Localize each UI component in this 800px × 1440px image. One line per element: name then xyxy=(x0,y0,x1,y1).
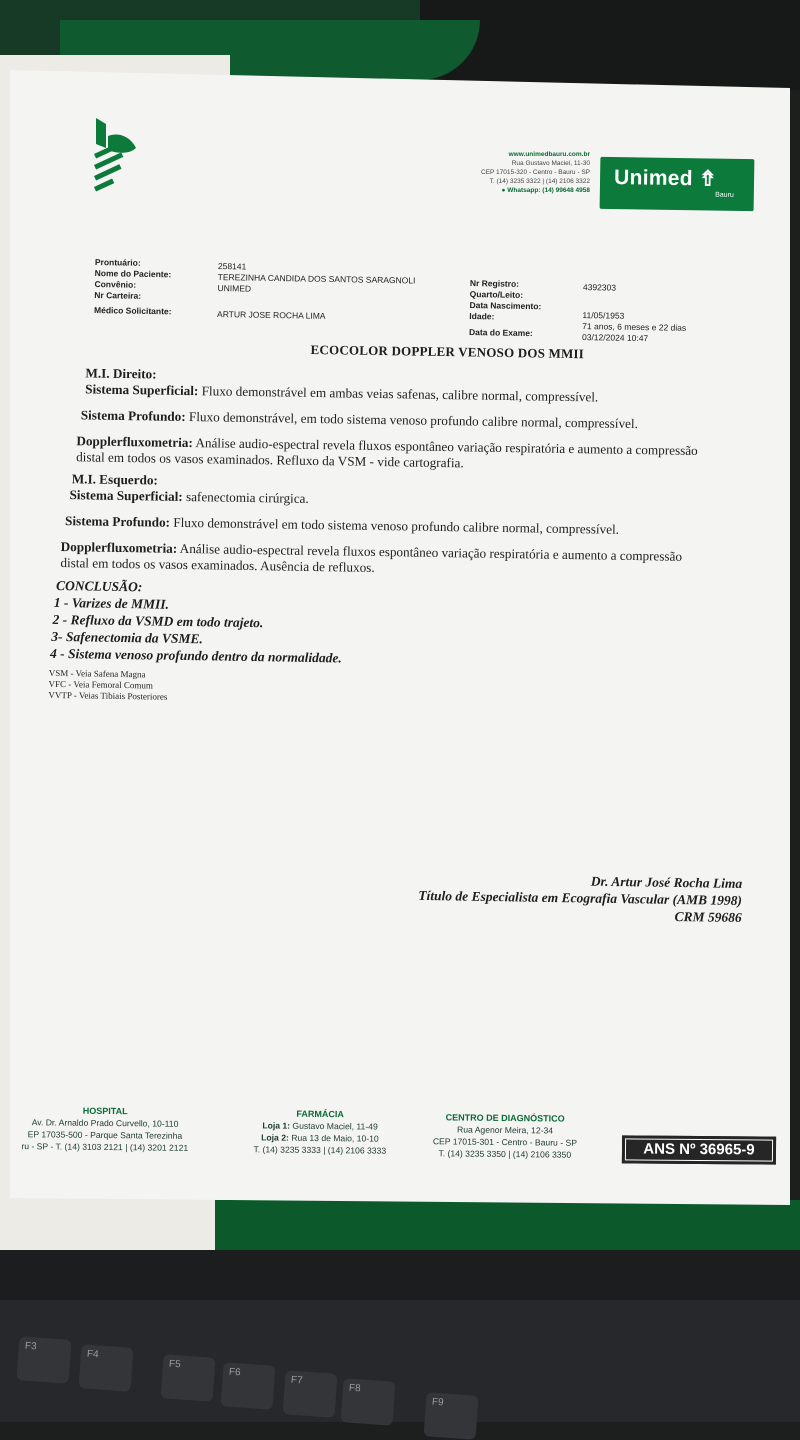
key-f3: F3 xyxy=(17,1336,72,1384)
right-profundo: Sistema Profundo: Fluxo demonstrável, em todo sistema venoso profundo calibre normal, compressível. xyxy=(80,407,639,432)
report-title: ECOCOLOR DOPPLER VENOSO DOS MMII xyxy=(310,341,585,362)
farmacia-phone: T. (14) 3235 3333 | (14) 2106 3333 xyxy=(253,1144,387,1156)
label-registro: Nr Registro: xyxy=(469,278,520,289)
left-doppler: Dopplerfluxometria: Análise audio-espectral revela fluxos espontâneo variação respiratória e aumento a compressão distal em todos os vasos examinados. Ausência de refluxos. xyxy=(60,539,683,575)
hospital-phone: ru - SP - T. (14) 3103 2121 | (14) 3201 2121 xyxy=(21,1141,189,1153)
abbreviation-item: VVTP - Veias Tibiais Posteriores xyxy=(48,689,168,702)
doctor-crm: CRM 59686 xyxy=(674,908,742,925)
conclusion-item: 2 - Refluxo da VSMD em todo trajeto. xyxy=(52,611,264,631)
label-convenio: Convênio: xyxy=(94,278,137,290)
key-f4: F4 xyxy=(79,1344,134,1392)
abbreviation-item: VFC - Veia Femoral Comum xyxy=(48,678,153,691)
label-medico: Médico Solicitante: xyxy=(93,304,172,317)
report-body xyxy=(48,338,715,711)
website-text: www.unimedbauru.com.br xyxy=(508,151,590,158)
hospital-address: Av. Dr. Arnaldo Prado Curvello, 10-110 xyxy=(31,1117,179,1129)
green-folder-bottom xyxy=(215,1200,800,1252)
key-f8: F8 xyxy=(341,1378,396,1426)
footer-farmacia xyxy=(225,1107,415,1157)
exam-values xyxy=(582,282,723,345)
diagnostico-phone: T. (14) 3235 3350 | (14) 2106 3350 xyxy=(438,1148,572,1160)
key-f6: F6 xyxy=(221,1362,276,1410)
brand-city: Bauru xyxy=(715,191,734,199)
doctor-title: Título de Especialista em Ecografia Vascular (AMB 1998) xyxy=(418,887,743,908)
left-leg-heading: M.I. Esquerdo: xyxy=(71,471,158,488)
diagnostico-heading: CENTRO DE DIAGNÓSTICO xyxy=(445,1112,565,1124)
farmacia-heading: FARMÁCIA xyxy=(296,1108,344,1120)
right-leg-heading: M.I. Direito: xyxy=(85,365,157,382)
value-prontuario: 258141 xyxy=(217,261,247,272)
brand-name: Unimed ⇮ xyxy=(613,166,718,191)
whatsapp-icon: ● xyxy=(501,187,508,194)
label-exame: Data do Exame: xyxy=(468,326,533,339)
unimed-leaf-logo-icon xyxy=(92,118,140,200)
value-idade: 71 anos, 6 meses e 22 dias xyxy=(582,320,687,333)
abbreviation-item: VSM - Veia Safena Magna xyxy=(48,667,146,680)
left-profundo: Sistema Profundo: Fluxo demonstrável em todo sistema venoso profundo calibre normal, compressível. xyxy=(65,513,620,537)
whatsapp-text: Whatsapp: (14) 99648 4958 xyxy=(507,187,590,194)
cep-text: CEP 17015-320 - Centro - Bauru - SP xyxy=(481,169,590,176)
unimed-symbol-icon: ⇮ xyxy=(698,167,718,191)
label-carteira: Nr Carteira: xyxy=(94,289,142,301)
diagnostico-cep: CEP 17015-301 - Centro - Bauru - SP xyxy=(432,1136,578,1148)
doctor-name: Dr. Artur José Rocha Lima xyxy=(590,873,743,892)
signature-block xyxy=(360,869,743,926)
conclusion-heading: CONCLUSÃO: xyxy=(55,577,143,595)
conclusion-item: 3- Safenectomia da VSME. xyxy=(51,628,203,647)
value-registro: 4392303 xyxy=(582,282,617,293)
hospital-cep: EP 17035-500 - Parque Santa Terezinha xyxy=(27,1129,183,1141)
right-superficial: Sistema Superficial: Fluxo demonstrável em ambas veias safenas, calibre normal, compressível. xyxy=(85,381,599,405)
value-nome: TEREZINHA CANDIDA DOS SANTOS SARAGNOLI xyxy=(217,271,416,286)
label-nome: Nome do Paciente: xyxy=(94,267,172,280)
value-convenio: UNIMED xyxy=(217,282,252,294)
farmacia-loja1: Loja 1: Gustavo Maciel, 11-49 xyxy=(262,1120,378,1132)
keyboard xyxy=(0,1300,800,1422)
patient-values xyxy=(217,261,458,324)
right-doppler: Dopplerfluxometria: Análise audio-espectral revela fluxos espontâneo variação respiratória e aumento a compressão distal em todos os vasos examinados. Refluxo da VSM - vide cartografia. xyxy=(76,433,698,471)
key-f5: F5 xyxy=(161,1354,216,1402)
diagnostico-address: Rua Agenor Meira, 12-34 xyxy=(456,1124,554,1136)
conclusion-item: 4 - Sistema venoso profundo dentro da normalidade. xyxy=(49,645,342,666)
footer-hospital xyxy=(0,1104,210,1154)
conclusion-item: 1 - Varizes de MMII. xyxy=(53,594,170,612)
value-medico: ARTUR JOSE ROCHA LIMA xyxy=(216,308,326,321)
key-f7: F7 xyxy=(283,1370,338,1418)
left-superficial: Sistema Superficial: safenectomia cirúrgica. xyxy=(69,487,309,506)
phone-text: T. (14) 3235 3322 | (14) 2106 3322 xyxy=(489,178,590,185)
label-quarto: Quarto/Leito: xyxy=(469,288,524,300)
hospital-heading: HOSPITAL xyxy=(82,1105,128,1117)
ans-badge: ANS Nº 36965-9 xyxy=(622,1135,776,1164)
conclusion-block xyxy=(49,577,711,672)
value-exame: 03/12/2024 10:47 xyxy=(581,331,649,344)
address-text: Rua Gustavo Maciel, 11-30 xyxy=(511,160,590,167)
value-nascimento: 11/05/1953 xyxy=(582,309,625,321)
label-nascimento: Data Nascimento: xyxy=(469,299,542,312)
footer-diagnostico xyxy=(410,1111,600,1161)
unimed-brand-box xyxy=(600,157,755,211)
farmacia-loja2: Loja 2: Rua 13 de Maio, 10-10 xyxy=(261,1132,379,1144)
key-f9: F9 xyxy=(424,1392,479,1440)
header-contact xyxy=(430,150,590,195)
value-quarto xyxy=(583,293,723,306)
patient-labels xyxy=(94,257,205,318)
label-prontuario: Prontuário: xyxy=(94,257,141,268)
label-idade: Idade: xyxy=(469,310,495,322)
exam-labels xyxy=(469,278,580,340)
